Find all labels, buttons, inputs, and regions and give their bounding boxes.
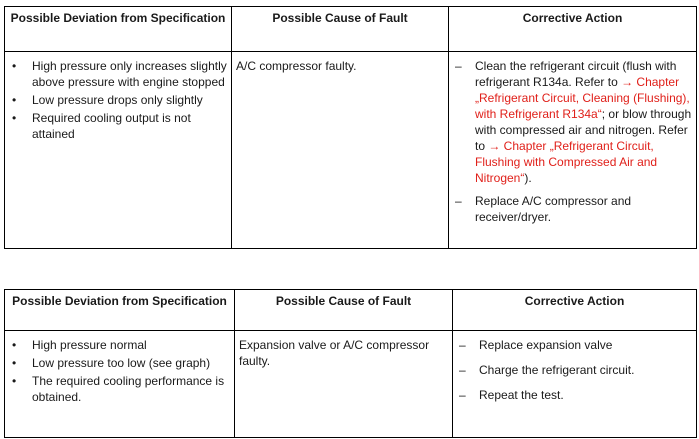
header-cause: Possible Cause of Fault xyxy=(235,290,453,331)
cause-text: Expansion valve or A/C compressor faulty. xyxy=(239,338,430,368)
header-action: Corrective Action xyxy=(449,7,697,52)
dash-icon: – xyxy=(459,388,466,402)
deviation-table-1 xyxy=(4,6,697,249)
chapter-link-flushing-r134a[interactable]: → Chapter „Refrigerant Circuit, Cleaning (Flushing), with Refrigerant R134a“ xyxy=(475,75,690,121)
action-cell xyxy=(453,331,697,438)
header-action: Corrective Action xyxy=(453,290,697,331)
list-item: • The required cooling performance is obtained. xyxy=(12,374,225,404)
action-cell xyxy=(449,52,697,249)
bullet-icon: • xyxy=(12,93,17,107)
list-item: • Low pressure too low (see graph) xyxy=(12,356,211,370)
list-item: – Replace A/C compressor and receiver/dryer. xyxy=(455,194,632,224)
list-item: – Replace expansion valve xyxy=(459,338,613,352)
table-header-row xyxy=(5,290,697,331)
dash-icon: – xyxy=(459,338,466,352)
bullet-icon: • xyxy=(12,356,17,370)
list-item: • Required cooling output is not attained xyxy=(12,111,191,141)
bullet-icon: • xyxy=(12,338,17,352)
list-item: – Repeat the test. xyxy=(459,388,564,402)
deviation-table-2 xyxy=(4,289,697,438)
header-deviation: Possible Deviation from Specification xyxy=(5,7,232,52)
cause-cell xyxy=(232,52,449,249)
chapter-link-flushing-compressed-air[interactable]: → Chapter „Refrigerant Circuit, Flushing with Compressed Air and Nitrogen“ xyxy=(475,139,658,185)
dash-icon: – xyxy=(455,59,462,73)
list-item: – Charge the refrigerant circuit. xyxy=(459,363,635,377)
list-item: • Low pressure drops only slightly xyxy=(12,93,203,107)
table-header-row xyxy=(5,7,697,52)
dash-icon: – xyxy=(459,363,466,377)
cause-cell xyxy=(235,331,453,438)
bullet-icon: • xyxy=(12,374,17,388)
deviation-cell xyxy=(5,331,235,438)
deviation-cell xyxy=(5,52,232,249)
dash-icon: – xyxy=(455,194,462,208)
list-item: • High pressure only increases slightly above pressure with engine stopped xyxy=(12,59,227,89)
header-deviation: Possible Deviation from Specification xyxy=(5,290,235,331)
bullet-icon: • xyxy=(12,111,17,125)
table-row xyxy=(5,331,697,438)
header-cause: Possible Cause of Fault xyxy=(232,7,449,52)
list-item: • High pressure normal xyxy=(12,338,147,352)
bullet-icon: • xyxy=(12,59,17,73)
list-item: – Clean the refrigerant circuit (flush with refrigerant R134a. Refer to → Chapter „Refrigerant Circuit, Cleaning (Flushing), with Refrigerant R134a“; or blow through with compressed air and nitrogen. Refer to → Chapter „Refrigerant Circuit, Flushing with Compressed Air and Nitrogen“). xyxy=(455,59,692,185)
table-row xyxy=(5,52,697,249)
cause-text: A/C compressor faulty. xyxy=(236,59,357,73)
